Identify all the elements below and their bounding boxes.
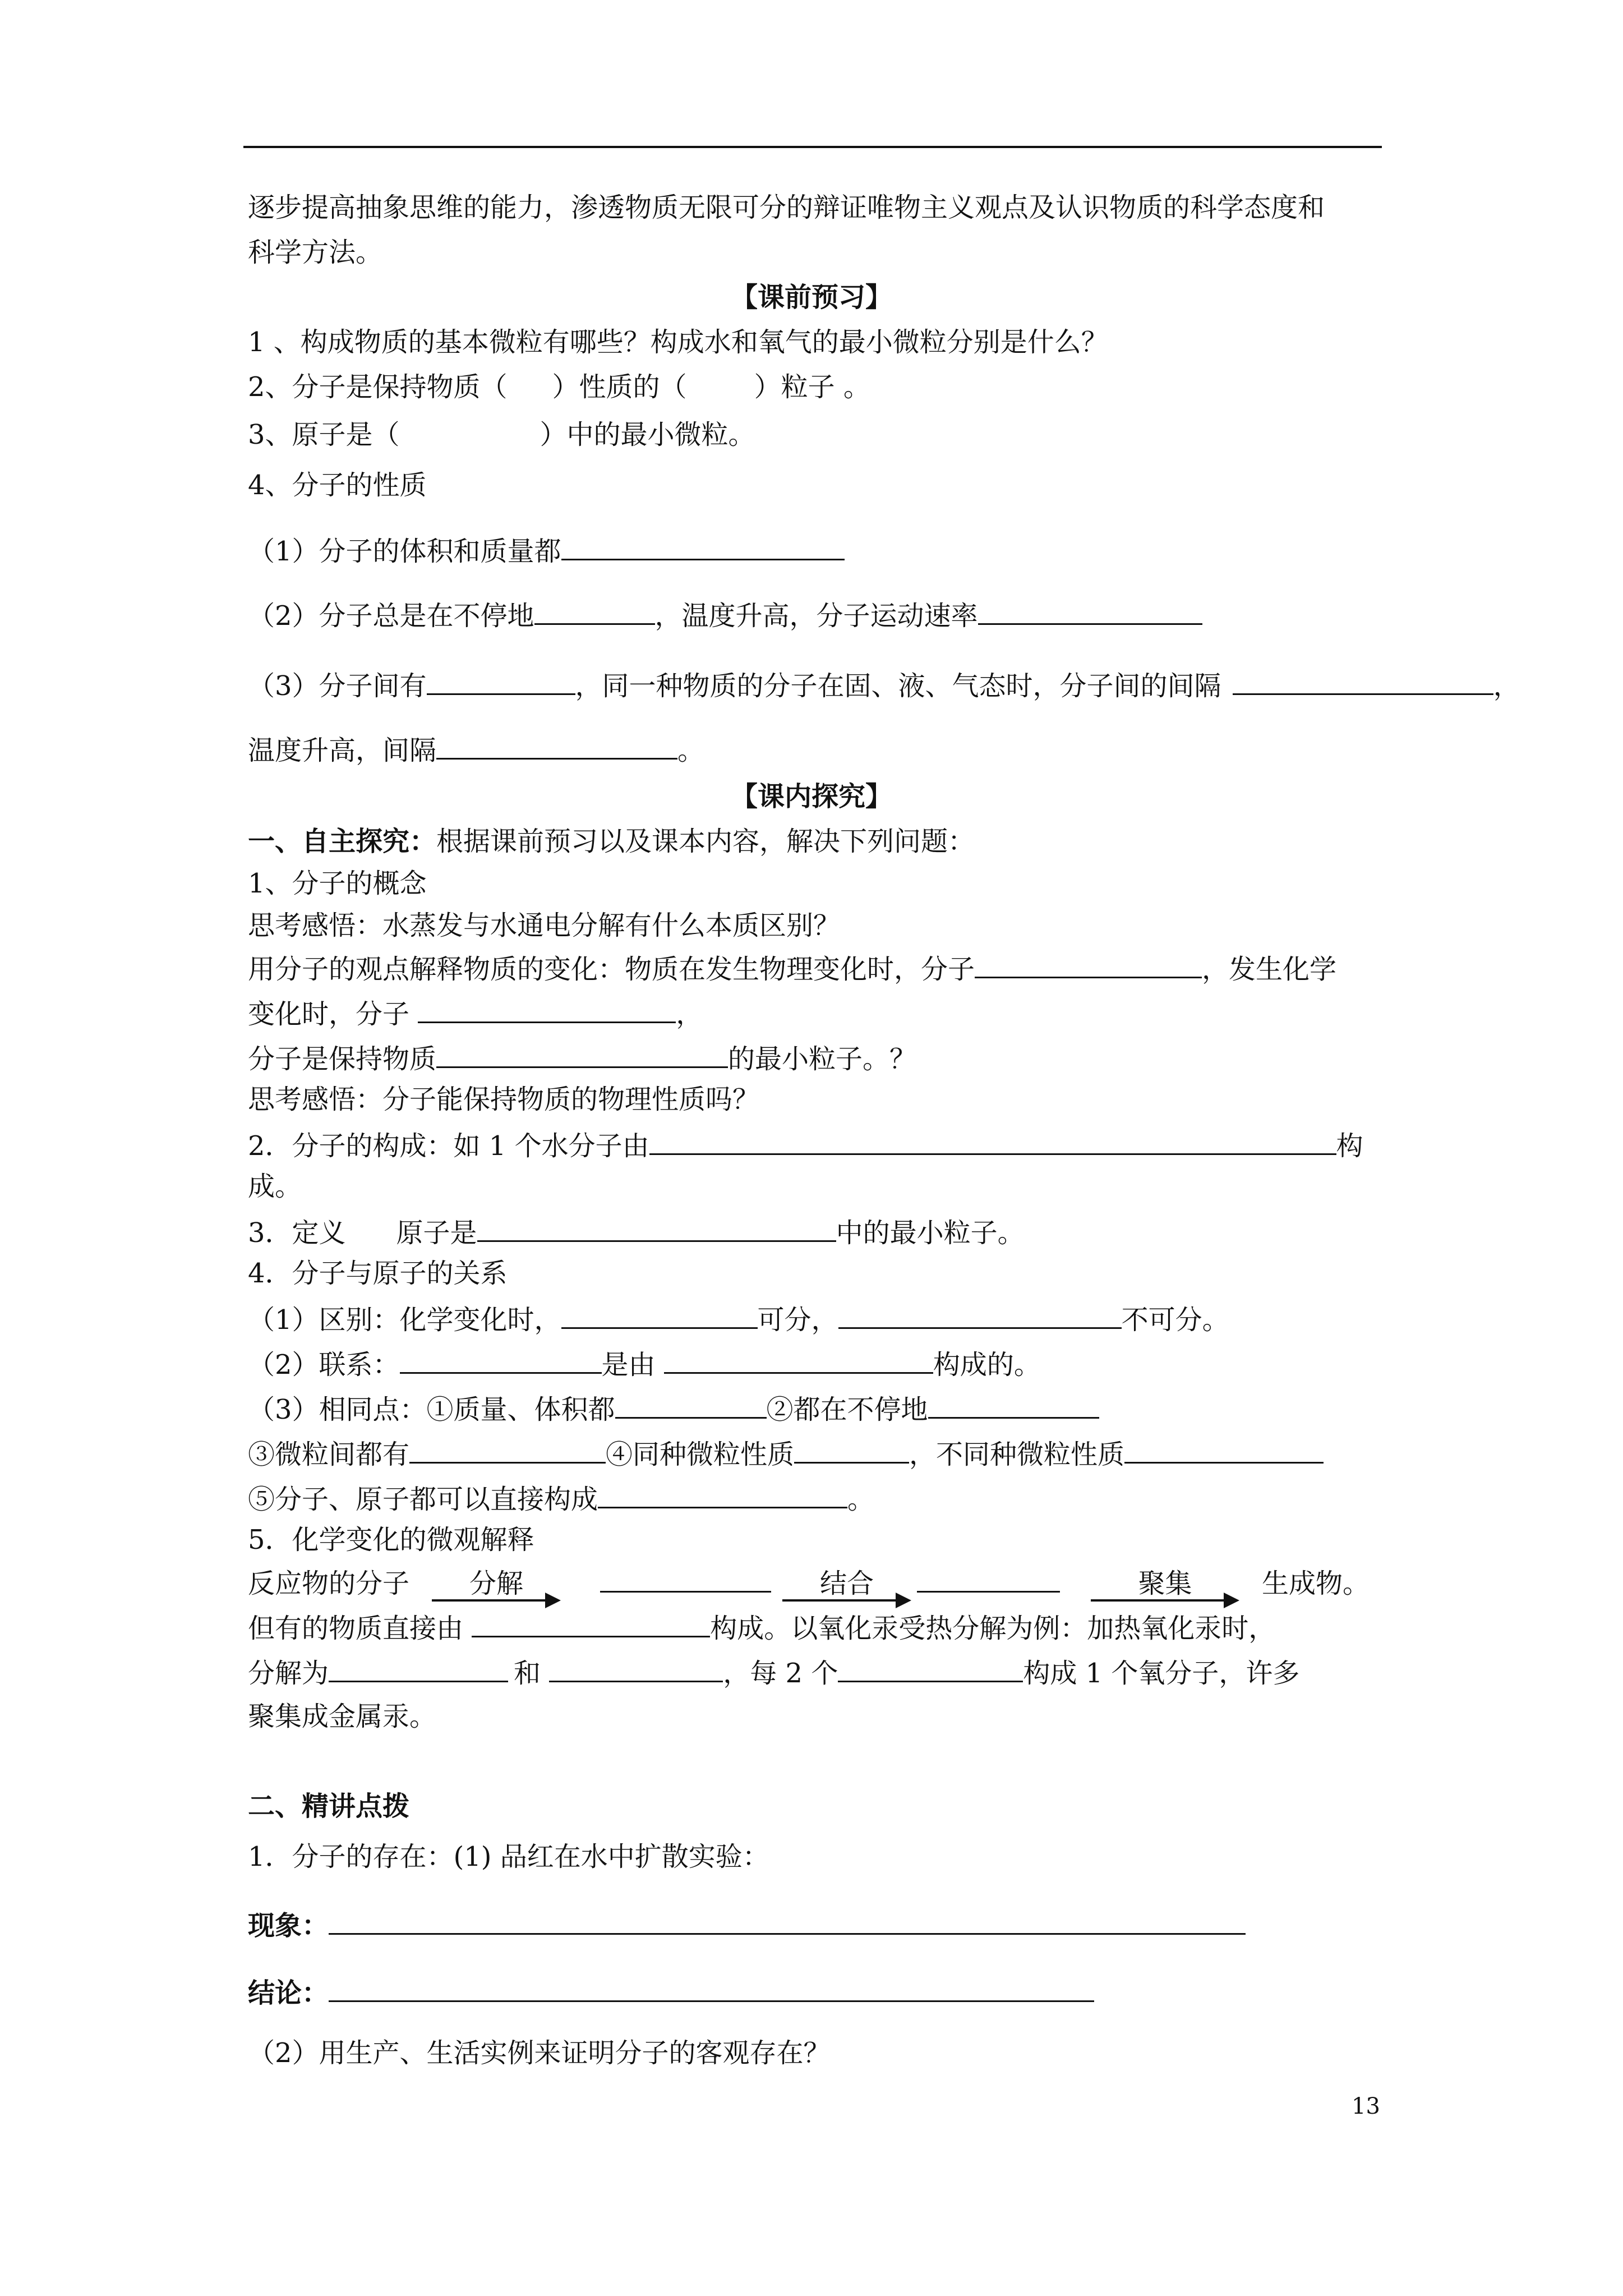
- explain-line: [248, 951, 1336, 986]
- q4-2-part-2: ，温度升高，分子运动速率: [654, 600, 978, 632]
- answer-blank[interactable]: [928, 1391, 1099, 1419]
- explain2-part-1: 变化时，分子: [248, 999, 418, 1030]
- mercury-line: 聚集成金属汞。: [248, 1701, 437, 1732]
- flow-end: 生成物。: [1262, 1568, 1370, 1599]
- c3-part-3: 中的最小粒子。: [836, 1217, 1025, 1249]
- c4-1-part-2: 可分，: [757, 1304, 838, 1336]
- conclusion-label: 结论：: [248, 1977, 329, 2009]
- preview-title: 【课前预习】: [730, 282, 892, 313]
- section-1-text: 根据课前预习以及课本内容，解决下列问题：: [436, 826, 975, 857]
- c4-2-part-1: （2）联系：: [248, 1349, 400, 1381]
- arrow-head-icon: [545, 1593, 561, 1608]
- c4-3b-part-2: ④同种微粒性质: [606, 1439, 795, 1470]
- keep-part-2: 的最小粒子。？: [728, 1043, 917, 1075]
- page-number: 13: [1352, 2093, 1380, 2119]
- c4-3b-part-3: ，不同种微粒性质: [909, 1439, 1125, 1470]
- aggregate-arrow: 聚集: [1091, 1570, 1239, 1602]
- answer-blank[interactable]: [975, 951, 1202, 978]
- section-1-heading: 一、自主探究：: [248, 826, 437, 857]
- decompose-arrow: 分解: [432, 1570, 561, 1602]
- preview-q3: [248, 418, 755, 452]
- composition-line: [248, 1128, 1363, 1163]
- relation-3: [248, 1391, 1099, 1427]
- relation-3c: [248, 1481, 874, 1516]
- flow-start: 反应物的分子: [248, 1568, 410, 1599]
- answer-blank[interactable]: [615, 1391, 767, 1419]
- q4-3-part-1: （3）分子间有: [248, 670, 427, 702]
- preview-q4-2: [248, 597, 1202, 633]
- lecture-heading: 二、精讲点拨: [248, 1791, 410, 1822]
- lecture-p2: （2）用生产、生活实例来证明分子的客观存在？: [248, 2037, 831, 2069]
- c4-3b-part-1: ③微粒间都有: [248, 1439, 410, 1470]
- c4-2-part-3: 构成的。: [933, 1349, 1041, 1381]
- c5c-part-3: ，每 2 个: [723, 1658, 838, 1689]
- answer-blank[interactable]: [427, 668, 575, 695]
- keep-line: [248, 1041, 916, 1076]
- q4-3-part-3: ，: [1493, 670, 1520, 702]
- c2-part-2: 构: [1336, 1130, 1363, 1162]
- answer-blank[interactable]: [561, 533, 845, 560]
- answer-blank[interactable]: [436, 732, 677, 760]
- c4-2-part-2: 是由: [601, 1349, 664, 1381]
- composition-line-2: 成。: [248, 1171, 302, 1202]
- think-2: 思考感悟：分子能保持物质的物理性质吗？: [248, 1084, 760, 1115]
- q2-part-1: 2、分子是保持物质（: [248, 371, 508, 403]
- definition-line: [248, 1214, 1025, 1250]
- c3-part-1: 3．定义: [248, 1217, 346, 1249]
- intro-line-1: 逐步提高抽象思维的能力，渗透物质无限可分的辩证唯物主义观点及认识物质的科学态度和: [248, 192, 1325, 223]
- relation-2: [248, 1346, 1041, 1382]
- answer-blank[interactable]: [794, 1436, 909, 1464]
- c4-3-part-2: ②都在不停地: [766, 1394, 928, 1425]
- combine-arrow: 结合: [782, 1570, 911, 1602]
- q4-2-part-1: （2）分子总是在不停地: [248, 600, 534, 632]
- explain-part-2: ，发生化学: [1202, 954, 1337, 985]
- answer-blank[interactable]: [598, 1481, 847, 1508]
- c5c-part-2: 和: [514, 1658, 550, 1689]
- c4-3c-part-1: ⑤分子、原子都可以直接构成: [248, 1484, 598, 1515]
- answer-blank[interactable]: [418, 996, 676, 1023]
- answer-blank[interactable]: [1233, 668, 1493, 695]
- c4-1-part-1: （1）区别：化学变化时，: [248, 1304, 561, 1336]
- q2-part-2: ）性质的（: [552, 371, 687, 403]
- c3-part-2: 原子是: [396, 1217, 477, 1249]
- c2-part-1: 2．分子的构成：如 1 个水分子由: [248, 1130, 649, 1162]
- q4-3-part-2: ，同一种物质的分子在固、液、气态时，分子间的间隔: [575, 670, 1221, 702]
- answer-blank[interactable]: [664, 1346, 933, 1374]
- q4-3b-part-2: 。: [677, 735, 705, 766]
- answer-blank[interactable]: [472, 1610, 710, 1637]
- explain2-part-2: ，: [676, 999, 703, 1030]
- intro-line-2: 科学方法。: [248, 237, 383, 268]
- answer-blank[interactable]: [649, 1128, 1336, 1155]
- conclusion-line: [248, 1975, 1094, 2010]
- answer-blank[interactable]: [400, 1346, 602, 1374]
- answer-blank[interactable]: [329, 1975, 1094, 2002]
- explain-line-2: [248, 996, 703, 1031]
- arrow-head-icon: [1224, 1593, 1239, 1608]
- answer-blank[interactable]: [838, 1301, 1122, 1329]
- relation-3b: [248, 1436, 1324, 1471]
- c5c-part-1: 分解为: [248, 1658, 329, 1689]
- explore-section-1: [248, 825, 975, 858]
- answer-blank[interactable]: [561, 1301, 758, 1329]
- explain-part-1: 用分子的观点解释物质的变化：物质在发生物理变化时，分子: [248, 954, 975, 985]
- answer-blank[interactable]: [917, 1565, 1060, 1593]
- preview-q4-3b: [248, 732, 704, 767]
- explore-title: 【课内探究】: [730, 781, 892, 812]
- answer-blank[interactable]: [1124, 1436, 1324, 1464]
- reaction-flow: [248, 1565, 1370, 1602]
- answer-blank[interactable]: [978, 597, 1202, 625]
- phenomenon-label: 现象：: [248, 1910, 329, 1941]
- direct-compose-line: [248, 1610, 1275, 1645]
- answer-blank[interactable]: [534, 597, 655, 625]
- preview-q4-1: [248, 533, 845, 568]
- preview-q4: 4、分子的性质: [248, 470, 427, 501]
- answer-blank[interactable]: [600, 1565, 771, 1593]
- relation-1: [248, 1301, 1229, 1337]
- answer-blank[interactable]: [329, 1655, 508, 1682]
- answer-blank[interactable]: [329, 1907, 1246, 1935]
- c5c-part-4: 构成 1 个氧分子，许多: [1023, 1658, 1300, 1689]
- arrow-head-icon: [896, 1593, 911, 1608]
- preview-q4-3: [248, 668, 1520, 703]
- answer-blank[interactable]: [477, 1214, 836, 1242]
- answer-blank[interactable]: [838, 1655, 1023, 1682]
- header-rule: [243, 146, 1382, 148]
- relation-heading: 4．分子与原子的关系: [248, 1258, 508, 1289]
- q4-3b-part-1: 温度升高，间隔: [248, 735, 437, 766]
- c4-3c-part-2: 。: [847, 1484, 875, 1515]
- answer-blank[interactable]: [549, 1655, 723, 1682]
- decompose-line: [248, 1655, 1299, 1690]
- c5b-part-1: 但有的物质直接由: [248, 1613, 472, 1644]
- think-1: 思考感悟：水蒸发与水通电分解有什么本质区别？: [248, 910, 841, 941]
- c4-3-part-1: （3）相同点：①质量、体积都: [248, 1394, 615, 1425]
- preview-q1: 1 、构成物质的基本微粒有哪些？构成水和氧气的最小微粒分别是什么？: [248, 326, 1108, 358]
- c4-1-part-3: 不可分。: [1121, 1304, 1229, 1336]
- c5b-part-2: 构成。以氧化汞受热分解为例：加热氧化汞时，: [710, 1613, 1276, 1644]
- q2-part-3: ）粒子 。: [754, 371, 870, 403]
- concept-heading: 1、分子的概念: [248, 868, 427, 899]
- keep-part-1: 分子是保持物质: [248, 1043, 437, 1075]
- q3-part-2: ）中的最小微粒。: [540, 419, 755, 450]
- answer-blank[interactable]: [409, 1436, 606, 1464]
- preview-q2: [248, 370, 870, 404]
- q3-part-1: 3、原子是（: [248, 419, 400, 450]
- answer-blank[interactable]: [436, 1041, 728, 1068]
- q4-1-text: （1）分子的体积和质量都: [248, 536, 561, 567]
- micro-explanation-heading: 5．化学变化的微观解释: [248, 1524, 534, 1556]
- phenomenon-line: [248, 1907, 1246, 1943]
- lecture-p1: 1．分子的存在：(1) 品红在水中扩散实验：: [248, 1841, 769, 1872]
